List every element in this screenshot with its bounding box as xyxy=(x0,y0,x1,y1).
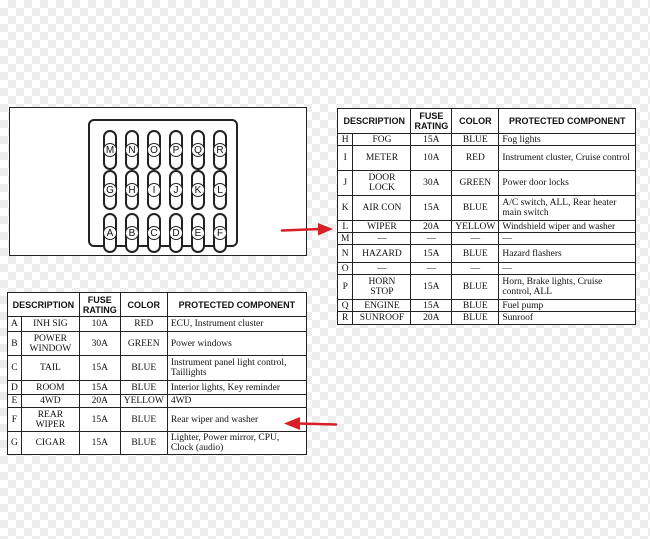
fuse-letter: E xyxy=(191,226,205,240)
color-cell: BLUE xyxy=(120,381,167,395)
fuse-letter: K xyxy=(191,183,205,197)
table-row xyxy=(8,432,307,455)
fuse-slot xyxy=(125,213,139,253)
fuse-slot xyxy=(213,213,227,253)
fuse-rating-cell: 10A xyxy=(79,317,120,332)
fuse-slot xyxy=(103,130,117,170)
color-cell: BLUE xyxy=(452,275,499,300)
fuse-slot xyxy=(125,170,139,210)
table-row xyxy=(338,233,636,245)
fuse-box-diagram xyxy=(9,107,307,256)
color-cell: BLUE xyxy=(452,134,499,146)
fuse-rating-cell: 15A xyxy=(411,196,452,221)
fuse-id-cell: M xyxy=(338,233,353,245)
fuse-rating-cell: 20A xyxy=(411,221,452,233)
fuse-letter: D xyxy=(169,226,183,240)
color-cell: — xyxy=(452,263,499,275)
header-description: DESCRIPTION xyxy=(8,293,80,317)
protected-component-cell: A/C switch, ALL, Rear heater main switch xyxy=(499,196,636,221)
fuse-rating-cell: 15A xyxy=(411,245,452,263)
protected-component-cell: Power windows xyxy=(167,332,306,356)
fuse-id-cell: A xyxy=(8,317,22,332)
header-color: COLOR xyxy=(452,109,499,134)
protected-component-cell: 4WD xyxy=(167,395,306,408)
color-cell: BLUE xyxy=(120,408,167,432)
fuse-letter: N xyxy=(125,143,139,157)
fuse-id-cell: B xyxy=(8,332,22,356)
color-cell: GREEN xyxy=(120,332,167,356)
fuse-rating-cell: 15A xyxy=(79,408,120,432)
fuse-letter: I xyxy=(147,183,161,197)
fuse-id-cell: F xyxy=(8,408,22,432)
fuse-rating-cell: 30A xyxy=(411,171,452,196)
fuse-rating-cell: 15A xyxy=(411,300,452,312)
fuse-panel xyxy=(88,119,238,247)
protected-component-cell: Instrument panel light control, Taillights xyxy=(167,356,306,381)
fuse-rating-cell: 20A xyxy=(411,312,452,325)
fuse-rating-cell: 15A xyxy=(79,432,120,455)
fuse-letter: R xyxy=(213,143,227,157)
fuse-letter: B xyxy=(125,226,139,240)
fuse-slot xyxy=(191,130,205,170)
fuse-slot xyxy=(169,213,183,253)
table-row xyxy=(8,356,307,381)
fuse-letter: A xyxy=(103,226,117,240)
color-cell: BLUE xyxy=(452,300,499,312)
fuse-rating-cell: 10A xyxy=(411,146,452,171)
fuse-table-right xyxy=(337,108,636,325)
table-header-row xyxy=(338,109,636,134)
table-header-row xyxy=(8,293,307,317)
description-cell: REAR WIPER xyxy=(21,408,79,432)
protected-component-cell: Lighter, Power mirror, CPU, Clock (audio) xyxy=(167,432,306,455)
fuse-id-cell: Q xyxy=(338,300,353,312)
protected-component-cell: — xyxy=(499,263,636,275)
protected-component-cell: Horn, Brake lights, Cruise control, ALL xyxy=(499,275,636,300)
fuse-letter: G xyxy=(103,183,117,197)
description-cell: — xyxy=(353,233,411,245)
fuse-id-cell: G xyxy=(8,432,22,455)
fuse-rating-cell: 15A xyxy=(79,356,120,381)
table-row xyxy=(338,171,636,196)
color-cell: BLUE xyxy=(452,312,499,325)
fuse-letter: C xyxy=(147,226,161,240)
description-cell: TAIL xyxy=(21,356,79,381)
header-color: COLOR xyxy=(120,293,167,317)
fuse-id-cell: E xyxy=(8,395,22,408)
protected-component-cell: Interior lights, Key reminder xyxy=(167,381,306,395)
description-cell: HORN STOP xyxy=(353,275,411,300)
color-cell: BLUE xyxy=(452,245,499,263)
fuse-slot xyxy=(169,170,183,210)
fuse-letter: F xyxy=(213,226,227,240)
fuse-table-left xyxy=(7,292,307,455)
fuse-id-cell: K xyxy=(338,196,353,221)
table-row xyxy=(338,300,636,312)
fuse-id-cell: O xyxy=(338,263,353,275)
color-cell: BLUE xyxy=(120,356,167,381)
fuse-rating-cell: 20A xyxy=(79,395,120,408)
description-cell: 4WD xyxy=(21,395,79,408)
protected-component-cell: Fuel pump xyxy=(499,300,636,312)
fuse-id-cell: D xyxy=(8,381,22,395)
fuse-slot xyxy=(103,170,117,210)
protected-component-cell: Power door locks xyxy=(499,171,636,196)
description-cell: FOG xyxy=(353,134,411,146)
fuse-letter: O xyxy=(147,143,161,157)
fuse-letter: Q xyxy=(191,143,205,157)
color-cell: GREEN xyxy=(452,171,499,196)
color-cell: YELLOW xyxy=(452,221,499,233)
fuse-slot xyxy=(213,170,227,210)
header-description: DESCRIPTION xyxy=(338,109,411,134)
fuse-slot xyxy=(191,170,205,210)
header-fuse-rating: FUSE RATING xyxy=(411,109,452,134)
table-row xyxy=(338,275,636,300)
fuse-slot xyxy=(147,170,161,210)
description-cell: AIR CON xyxy=(353,196,411,221)
table-row xyxy=(338,146,636,171)
table-row xyxy=(338,134,636,146)
protected-component-cell: ECU, Instrument cluster xyxy=(167,317,306,332)
description-cell: CIGAR xyxy=(21,432,79,455)
header-fuse-rating: FUSE RATING xyxy=(79,293,120,317)
header-protected-component: PROTECTED COMPONENT xyxy=(499,109,636,134)
table-row xyxy=(8,381,307,395)
color-cell: YELLOW xyxy=(120,395,167,408)
red-arrow-right-icon xyxy=(280,220,336,240)
description-cell: ENGINE xyxy=(353,300,411,312)
table-row xyxy=(8,332,307,356)
fuse-letter: L xyxy=(213,183,227,197)
protected-component-cell: Sunroof xyxy=(499,312,636,325)
color-cell: RED xyxy=(120,317,167,332)
description-cell: SUNROOF xyxy=(353,312,411,325)
fuse-rating-cell: 15A xyxy=(79,381,120,395)
color-cell: BLUE xyxy=(452,196,499,221)
protected-component-cell: Rear wiper and washer xyxy=(167,408,306,432)
fuse-id-cell: C xyxy=(8,356,22,381)
description-cell: ROOM xyxy=(21,381,79,395)
fuse-rating-cell: — xyxy=(411,263,452,275)
fuse-id-cell: I xyxy=(338,146,353,171)
fuse-id-cell: J xyxy=(338,171,353,196)
color-cell: RED xyxy=(452,146,499,171)
color-cell: — xyxy=(452,233,499,245)
fuse-rating-cell: 15A xyxy=(411,134,452,146)
table-row xyxy=(8,395,307,408)
fuse-rating-cell: — xyxy=(411,233,452,245)
fuse-letter: M xyxy=(103,143,117,157)
fuse-slot xyxy=(125,130,139,170)
fuse-slot xyxy=(147,130,161,170)
color-cell: BLUE xyxy=(120,432,167,455)
fuse-letter: H xyxy=(125,183,139,197)
header-protected-component: PROTECTED COMPONENT xyxy=(167,293,306,317)
protected-component-cell: Windshield wiper and washer xyxy=(499,221,636,233)
fuse-slot xyxy=(169,130,183,170)
description-cell: DOOR LOCK xyxy=(353,171,411,196)
description-cell: WIPER xyxy=(353,221,411,233)
protected-component-cell: Hazard flashers xyxy=(499,245,636,263)
description-cell: METER xyxy=(353,146,411,171)
fuse-slot xyxy=(213,130,227,170)
fuse-id-cell: L xyxy=(338,221,353,233)
table-row xyxy=(338,221,636,233)
table-row xyxy=(338,312,636,325)
protected-component-cell: — xyxy=(499,233,636,245)
fuse-id-cell: H xyxy=(338,134,353,146)
fuse-id-cell: P xyxy=(338,275,353,300)
fuse-rating-cell: 30A xyxy=(79,332,120,356)
fuse-id-cell: N xyxy=(338,245,353,263)
fuse-slot xyxy=(147,213,161,253)
description-cell: POWER WINDOW xyxy=(21,332,79,356)
protected-component-cell: Fog lights xyxy=(499,134,636,146)
fuse-slot xyxy=(191,213,205,253)
fuse-letter: J xyxy=(169,183,183,197)
description-cell: — xyxy=(353,263,411,275)
description-cell: INH SIG xyxy=(21,317,79,332)
table-row xyxy=(8,408,307,432)
fuse-rating-cell: 15A xyxy=(411,275,452,300)
table-row xyxy=(338,245,636,263)
table-row xyxy=(8,317,307,332)
fuse-letter: P xyxy=(169,143,183,157)
red-arrow-left-icon xyxy=(280,414,340,434)
table-row xyxy=(338,263,636,275)
fuse-slot xyxy=(103,213,117,253)
table-row xyxy=(338,196,636,221)
protected-component-cell: Instrument cluster, Cruise control xyxy=(499,146,636,171)
description-cell: HAZARD xyxy=(353,245,411,263)
fuse-id-cell: R xyxy=(338,312,353,325)
